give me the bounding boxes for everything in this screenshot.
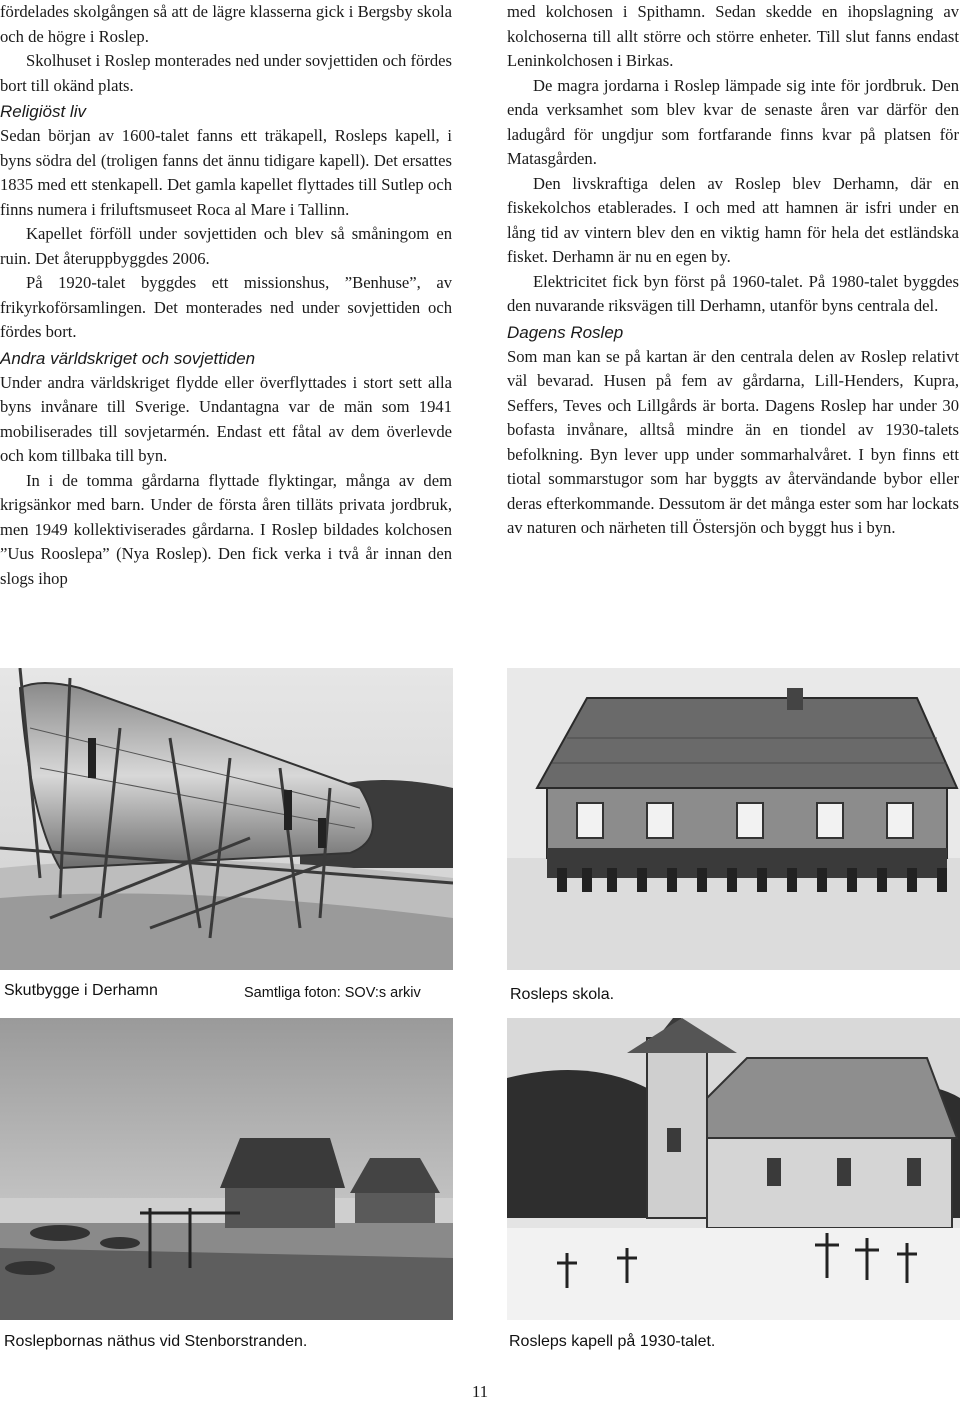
paragraph: Den livskraftiga delen av Roslep blev Derhamn, där en fiskekolchos etablerades. I och med att hamnen är isfri under en lång tid av vintern blev den en viktig hamn för hela det estländska fisket. Derhamn är nu en egen by. xyxy=(507,173,959,266)
paragraph: fördelades skolgången så att de lägre klasserna gick i Bergsby skola och de högre i Roslep. xyxy=(0,2,452,46)
paragraph: In i de tomma gårdarna flyttade flyktingar, många av dem krigsänkor med barn. Under de första åren tilläts privata jordbruk, men 1949 kollektiviserades gårdarna. I Roslep bildades kolchosen ”Uus Rooslepa” (Nya Roslep). Den fick verka i två år innan den slogs ihop xyxy=(0,470,452,588)
chapel-photo xyxy=(507,1018,960,1320)
right-text-column xyxy=(507,0,959,541)
boat-building-photo xyxy=(0,668,453,970)
paragraph: Som man kan se på kartan är den centrala delen av Roslep relativt väl bevarad. Husen på fem av gårdarna, Lill-Henders, Kupra, Seffers, Teves och Lillgårds är borta. Dagens Roslep har under 30 bofasta invånare, alltså mindre än en tiondel av 1930-talets befolkning. Byn lever upp under sommarhalvåret. I byn finns ett tiotal sommarstugor som har byggts av återvändande bybor eller deras efterkommande. Dessutom är det många ester som har lockats av naturen och närheten till Östersjön och byggt hus i byn. xyxy=(507,346,959,537)
section-heading-today: Dagens Roslep xyxy=(507,322,624,342)
section-heading-ww2-soviet: Andra världskriget och sovjettiden xyxy=(0,348,256,368)
page-number: 11 xyxy=(471,1382,489,1401)
left-text-column xyxy=(0,0,452,591)
caption-school: Rosleps skola. xyxy=(510,986,615,1003)
paragraph: med kolchosen i Spithamn. Sedan skedde en ihopslagning av kolchoserna till allt större och större enheter. Till slut fanns endast Leninkolchosen i Birkas. xyxy=(507,2,959,70)
paragraph: Sedan början av 1600-talet fanns ett träkapell, Rosleps kapell, i byns södra del (troligen fanns det ännu tidigare kapell). Det ersattes 1835 med ett stenkapell. Det gamla kapellet flyttades till Sutlep och finns numera i friluftsmuseet Roca al Mare i Tallinn. xyxy=(0,126,452,219)
caption-photo-credit: Samtliga foton: SOV:s arkiv xyxy=(244,985,421,1001)
section-heading-religious-life: Religiöst liv xyxy=(0,102,86,121)
paragraph: Skolhuset i Roslep monterades ned under sovjettiden och fördes bort till okänd plats. xyxy=(0,51,452,95)
paragraph: På 1920-talet byggdes ett missionshus, ”Benhuse”, av frikyrkoförsamlingen. Det monterades ned under sovjettiden och fördes bort. xyxy=(0,273,452,341)
caption-chapel: Rosleps kapell på 1930-talet. xyxy=(509,1333,716,1350)
net-houses-photo xyxy=(0,1018,453,1320)
school-photo xyxy=(507,668,960,970)
caption-net-houses: Roslepbornas näthus vid Stenborstranden. xyxy=(4,1333,308,1350)
paragraph: De magra jordarna i Roslep lämpade sig inte för jordbruk. Den enda verksamhet som blev kvar de senaste åren var därför den ladugård för ungdjur som fortfarande finns kvar på platsen för Matasgården. xyxy=(507,75,959,168)
paragraph: Elektricitet fick byn först på 1960-talet. På 1980-talet byggdes den nuvarande riksvägen till Derhamn, utanför byns centrala del. xyxy=(507,271,959,315)
paragraph: Kapellet förföll under sovjettiden och blev så småningom en ruin. Det återuppbyggdes 2006. xyxy=(0,224,452,268)
caption-boat-building: Skutbygge i Derhamn xyxy=(4,982,158,999)
paragraph: Under andra världskriget flydde eller överflyttades i stort sett alla byns invånare till Sverige. Undantagna var de män som 1941 mobiliserades till sovjetarmén. Endast ett fåtal av dem överlevde och kom tillbaka till byn. xyxy=(0,372,452,465)
